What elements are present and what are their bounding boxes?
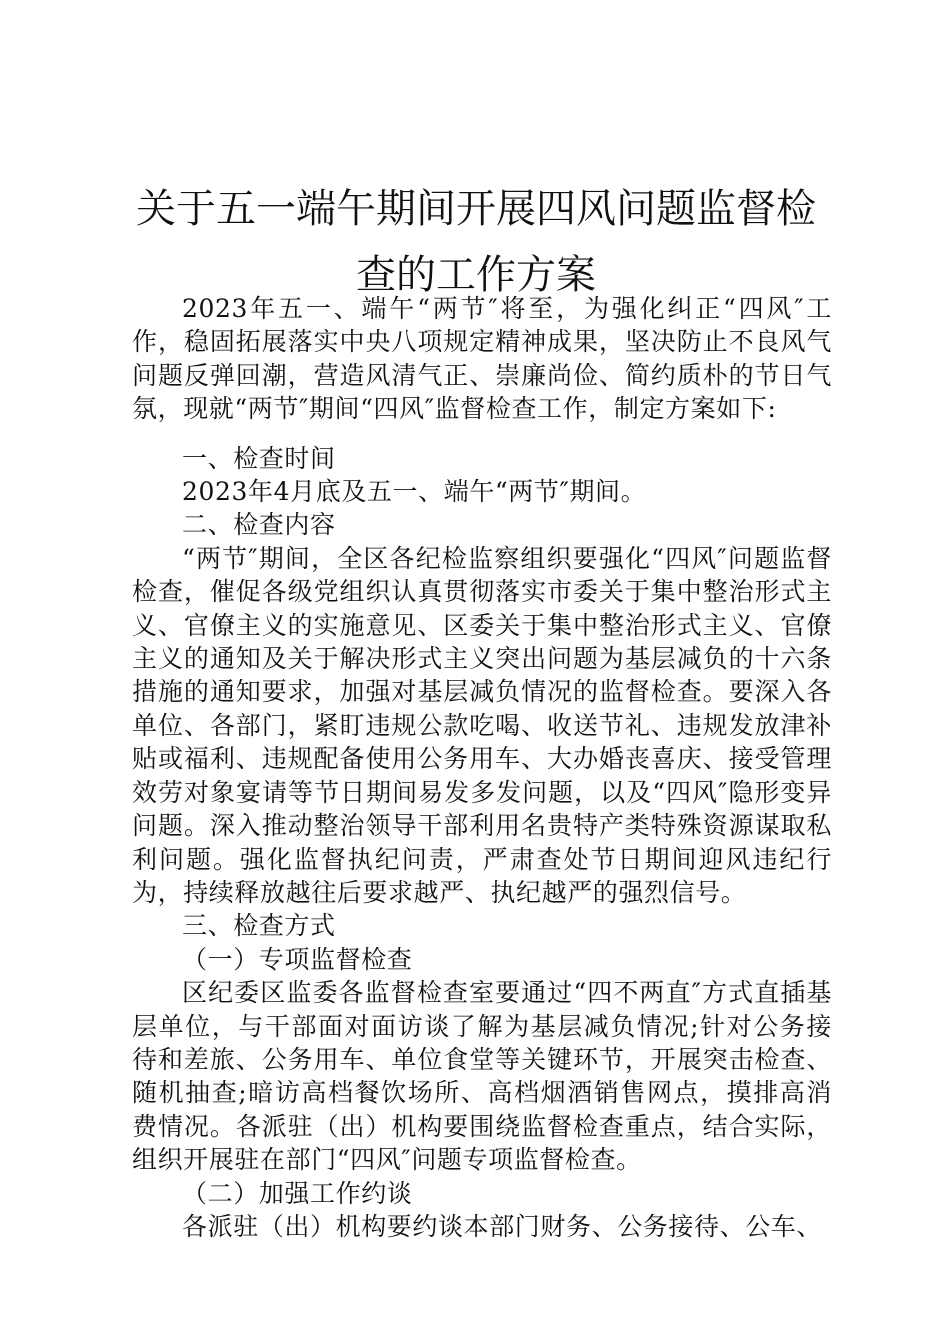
subheading-special-inspection: （一）专项监督检查 [182,944,413,974]
paragraph-content: “两节″期间，全区各纪检监察组织要强化“四风″问题监督检查，催促各级党组织认真贯彻落实市委关于集中整治形式主义、官僚主义的实施意见、区委关于集中整治形式主义、官僚主义的通知及关于解决形式主义突出问题为基层减负的十六条措施的通知要求，加强对基层减负情况的监督检查。要深入各单位、各部门，紧盯违规公款吃喝、收送节礼、违规发放津补贴或福利、违规配备使用公务用车、大办婚丧喜庆、接受管理效劳对象宴请等节日期间易发多发问题，以及“四风″隐形变异问题。深入推动整治领导干部利用名贵特产类特殊资源谋取私利问题。强化监督执纪问责，严肃查处节日期间迎风违纪行为，持续释放越往后要求越严、执纪越严的强烈信号。 [132,543,832,907]
paragraph-gap [132,426,832,442]
paragraph-intro: 2023年五一、端午“两节″将至，为强化纠正“四风″工作，稳固拓展落实中央八项规定精神成果，坚决防止不良风气问题反弹回潮，营造风清气正、崇廉尚俭、简约质朴的节日气氛，现就“两节″期间“四风″监督检查工作，制定方案如下: [132,294,832,424]
section-heading-method: 三、检查方式 [182,911,336,941]
section-heading-time: 一、检查时间 [182,443,336,473]
paragraph-time: 2023年4月底及五一、端午“两节″期间。 [182,477,647,507]
document-title: 关于五一端午期间开展四风问题监督检查的工作方案 [136,186,816,298]
section-heading-content: 二、检查内容 [182,510,336,540]
document-body [132,292,832,1243]
paragraph-special-inspection: 区纪委区监委各监督检查室要通过“四不两直″方式直插基层单位，与干部面对面访谈了解为基层减负情况;针对公务接待和差旅、公务用车、单位食堂等关键环节，开展突击检查、随机抽查;暗访高档餐饮场所、高档烟酒销售网点，摸排高消费情况。各派驻（出）机构要围绕监督检查重点，结合实际，组织开展驻在部门“四风″问题专项监督检查。 [132,978,832,1175]
paragraph-work-talks: 各派驻（出）机构要约谈本部门财务、公务接待、公车、 [182,1211,823,1241]
subheading-work-talks: （二）加强工作约谈 [182,1178,413,1208]
